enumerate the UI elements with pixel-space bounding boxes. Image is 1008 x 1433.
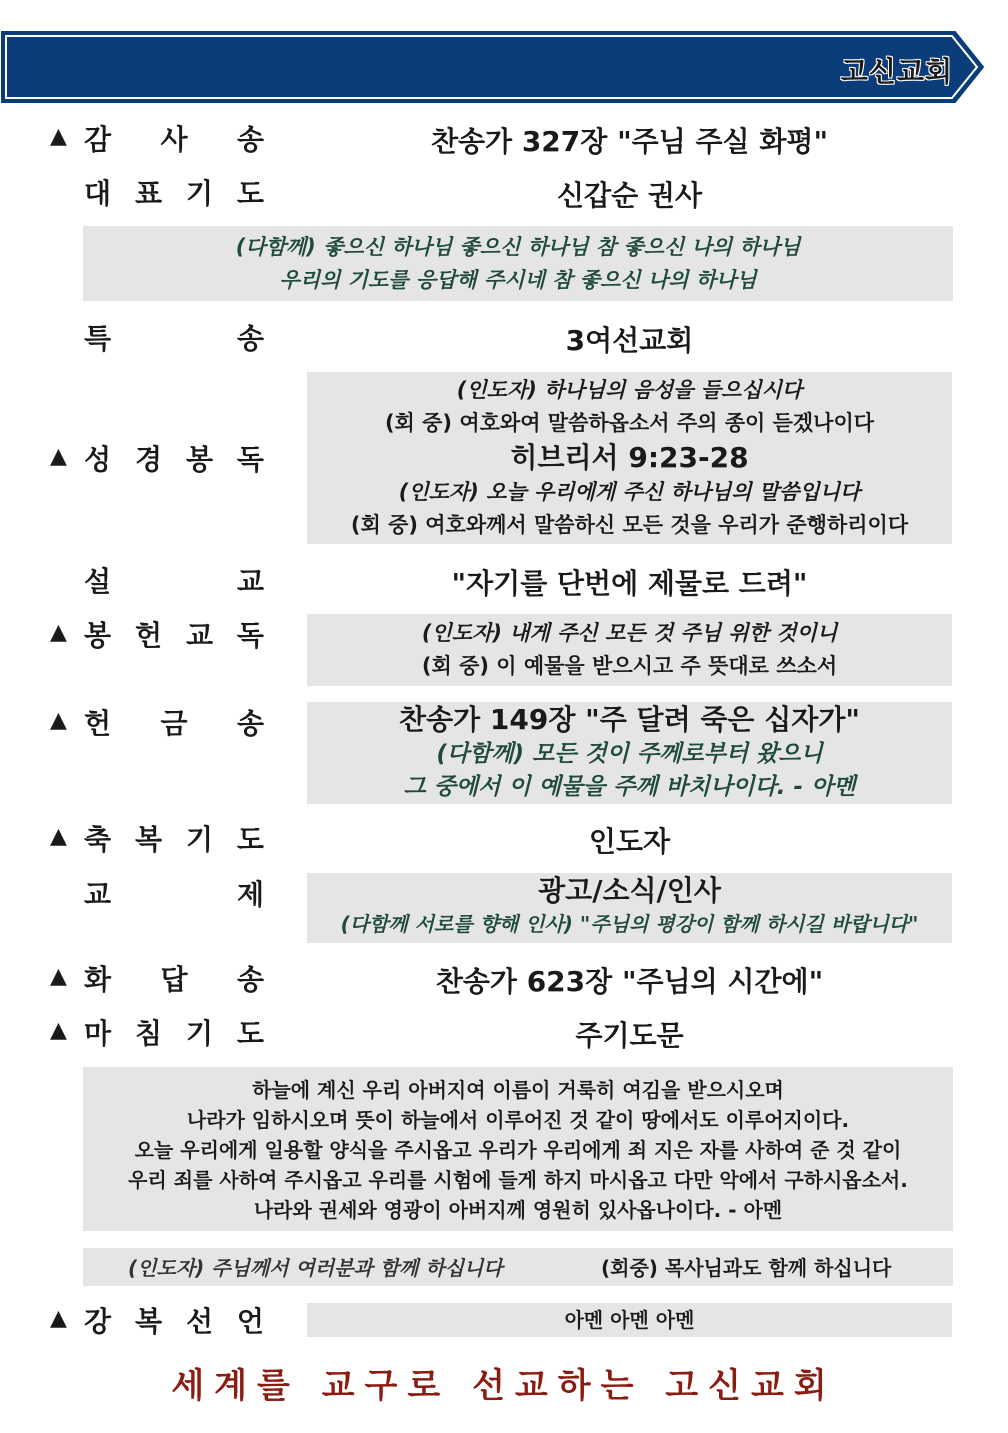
standing-marker: ▲ [50, 708, 67, 733]
order-row-benediction [0, 1300, 1008, 1340]
standing-marker: ▲ [50, 620, 67, 645]
row-label: 특 송 [84, 322, 264, 355]
greeting-leader: (인도자) 주님께서 여러분과 함께 하십니다 [128, 1256, 503, 1280]
order-row-offering-reading [0, 614, 1008, 686]
header-banner [0, 30, 985, 104]
row-label: 화 답 송 [84, 963, 264, 996]
row-label: 축 복 기 도 [84, 823, 264, 856]
order-row-thanks-hymn [0, 118, 1008, 158]
responsive-box: (다함께) 좋으신 하나님 좋으신 하나님 참 좋으신 나의 하나님 우리의 기도를 응답해 주시네 참 좋으신 나의 하나님 [83, 226, 953, 301]
church-name: 고신교회 [840, 55, 953, 88]
order-row-scripture [0, 372, 1008, 544]
offering-hymn-box: 찬송가 149장 "주 달려 죽은 십자가" (다함께) 모든 것이 주께로부터 왔으니 그 중에서 이 예물을 주께 바치나이다. - 아멘 [307, 702, 952, 804]
order-row-blessing-prayer [0, 818, 1008, 858]
order-row-prayer [0, 172, 1008, 212]
row-label: 대 표 기 도 [84, 177, 264, 210]
offering-reading-box: (인도자) 내게 주신 모든 것 주님 위한 것이니 (회 중) 이 예물을 받으시고 주 뜻대로 쓰소서 [307, 614, 952, 686]
amen-box: 아멘 아멘 아멘 [307, 1303, 952, 1337]
row-label: 교 제 [84, 878, 264, 911]
greeting-box [83, 1248, 953, 1286]
order-row-closing-prayer [0, 1012, 1008, 1052]
row-content: 주기도문 [575, 1019, 684, 1052]
order-row-special-song [0, 317, 1008, 357]
scripture-box: (인도자) 하나님의 음성을 들으십시다 (회 중) 여호와여 말씀하옵소서 주의 종이 듣겠나이다 히브리서 9:23-28 (인도자) 오늘 우리에게 주신 하나님의 말씀입니다 (회 중) 여호와께서 말씀하신 모든 것을 우리가 준행하리이다 [307, 372, 952, 544]
row-label: 성 경 봉 독 [84, 443, 264, 476]
greeting-congregation: (회중) 목사님과도 함께 하십니다 [601, 1256, 892, 1280]
row-content: 찬송가 327장 "주님 주실 화평" [430, 125, 829, 158]
order-row-response-hymn [0, 958, 1008, 998]
row-label: 설 교 [84, 565, 264, 598]
row-content: "자기를 단번에 제물로 드려" [451, 567, 808, 600]
row-label: 봉 헌 교 독 [84, 619, 264, 652]
row-label: 마 침 기 도 [84, 1017, 264, 1050]
order-row-offering-hymn [0, 702, 1008, 804]
lords-prayer-box: 하늘에 계신 우리 아버지여 이름이 거룩히 여김을 받으시오며 나라가 임하시오며 뜻이 하늘에서 이루어진 것 같이 땅에서도 이루어지이다. 오늘 우리에게 일용할 양식을 주시옵고 우리가 우리에게 죄 지은 자를 사하여 준 것 같이 우리 죄를 사하여 주시옵고 우리를 시험에 들게 하지 마시옵고 다만 악에서 구하시옵소서. 나라와 권세와 영광이 아버지께 영원히 있사옵나이다. - 아멘 [83, 1067, 953, 1231]
standing-marker: ▲ [50, 1306, 67, 1331]
church-motto: 세계를 교구로 선교하는 고신교회 [171, 1366, 837, 1406]
row-content: 3여선교회 [565, 324, 694, 357]
row-label: 강 복 선 언 [84, 1305, 264, 1338]
order-row-sermon [0, 560, 1008, 600]
row-content: 신갑순 권사 [557, 179, 702, 212]
standing-marker: ▲ [50, 964, 67, 989]
standing-marker: ▲ [50, 1018, 67, 1043]
standing-marker: ▲ [50, 124, 67, 149]
standing-marker: ▲ [50, 444, 67, 469]
row-label: 헌 금 송 [84, 707, 264, 740]
row-content: 인도자 [588, 825, 671, 858]
standing-marker: ▲ [50, 824, 67, 849]
row-content: 찬송가 623장 "주님의 시간에" [435, 965, 824, 998]
order-row-fellowship [0, 873, 1008, 943]
fellowship-box: 광고/소식/인사 (다함께 서로를 향해 인사) "주님의 평강이 함께 하시길 바랍니다" [307, 873, 952, 943]
row-label: 감 사 송 [84, 123, 264, 156]
